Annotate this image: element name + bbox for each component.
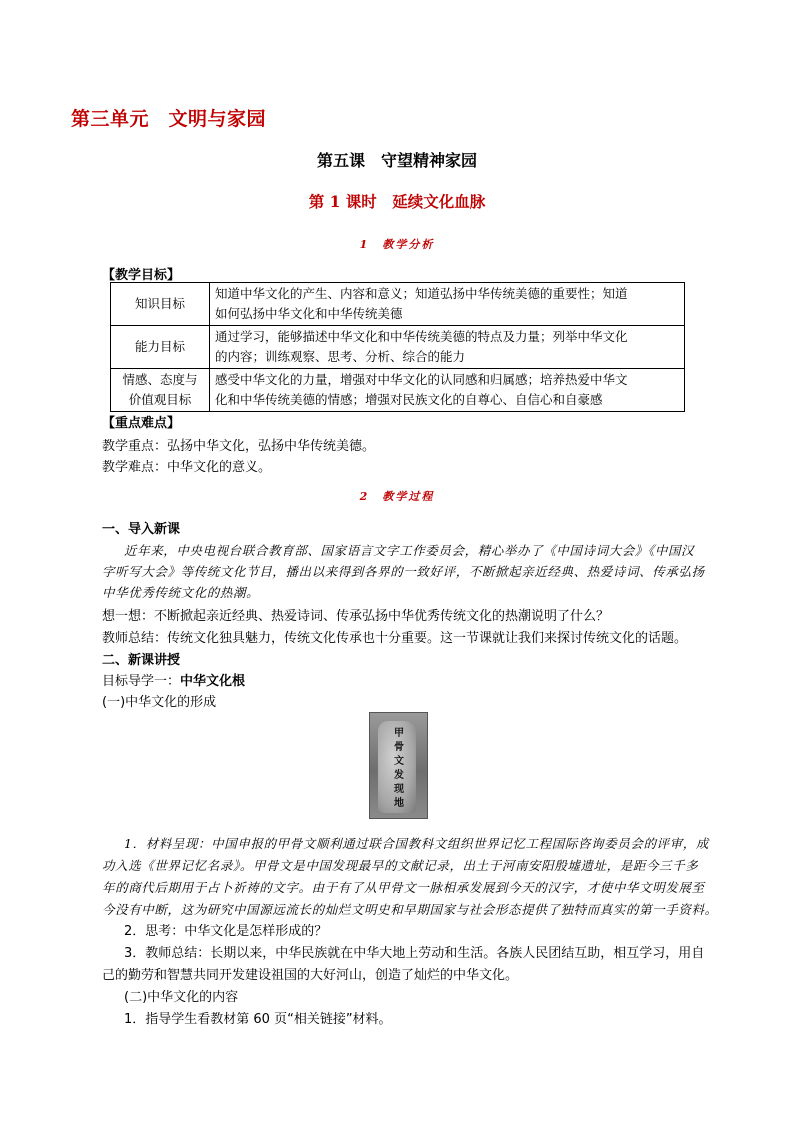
unit-title: 第三单元 文明与家园	[71, 108, 267, 130]
intro-paragraph-line: 近年来，中央电视台联合教育部、国家语言文字工作委员会，精心举办了《中国诗词大会》《中国汉	[124, 543, 695, 558]
new-lesson-heading: 二、新课讲授	[102, 653, 181, 668]
guide-prefix: 目标导学一：	[102, 674, 181, 689]
question-2: 2．思考：中华文化是怎样形成的？	[124, 924, 328, 939]
material-line: 功入选《世界记忆名录》。甲骨文是中国发现最早的文献记录，出土于河南安阳殷墟遗址，是距今三千多	[102, 858, 699, 873]
goal-text-cell: 感受中华文化的力量，增强对中华文化的认同感和归属感；培养热爱中华文 化和中华传统美德的情感；增强对民族文化的自尊心、自信心和自豪感	[210, 369, 685, 412]
goal-text-cell: 通过学习，能够描述中华文化和中华传统美德的特点及力量；列举中华文化 的内容；训练观察、思考、分析、综合的能力	[210, 326, 685, 369]
goal-text-cell: 知道中华文化的产生、内容和意义；知道弘扬中华传统美德的重要性；知道 如何弘扬中华文化和中华传统美德	[210, 283, 685, 326]
stone-inscription: 甲 骨 文 发 现 地	[394, 728, 404, 809]
lesson-title: 第五课 守望精神家园	[316, 151, 477, 170]
intro-paragraph-line: 字听写大会》等传统文化节目，播出以来得到各界的一致好评，不断掀起亲近经典、热爱诗词、传承弘扬	[102, 564, 705, 579]
material-line: 年的商代后期用于占卜祈祷的文字。由于有了从甲骨文一脉相承发展到今天的汉字，才使中华文明发展至	[102, 880, 705, 895]
goal-label-cell: 情感、态度与 价值观目标	[111, 369, 210, 412]
think-question: 想一想：不断掀起亲近经典、热爱诗词、传承弘扬中华优秀传统文化的热潮说明了什么？	[102, 609, 610, 624]
goal-label-cell: 知识目标	[111, 283, 210, 326]
goals-table	[110, 282, 685, 412]
guide-title: 中华文化根	[180, 674, 246, 689]
subsection-formation: (一)中华文化的形成	[102, 695, 217, 710]
table-row	[111, 369, 685, 412]
summary-3-line: 己的勤劳和智慧共同开发建设祖国的大好河山，创造了灿烂的中华文化。	[102, 968, 519, 983]
material-line: 今没有中断，这为研究中国源远流长的灿烂文明史和早期国家与社会形态提供了独特而真实的第一手资料。	[102, 902, 718, 917]
focus-text: 教学重点：弘扬中华文化，弘扬中华传统美德。	[102, 439, 376, 454]
material-line: 1．材料呈现：中国申报的甲骨文顺利通过联合国教科文组织世界记忆工程国际咨询委员会的评审，成	[124, 836, 709, 851]
goals-label: 【教学目标】	[102, 268, 181, 283]
oracle-bone-site-photo	[369, 712, 428, 819]
subsection-content: (二)中华文化的内容	[124, 990, 239, 1005]
period-title: 第 1 课时 延续文化血脉	[308, 192, 486, 211]
table-row	[111, 283, 685, 326]
section-teaching-process: 2 教学过程	[359, 490, 435, 503]
intro-heading: 一、导入新课	[102, 522, 181, 537]
goal-label-cell: 能力目标	[111, 326, 210, 369]
table-row	[111, 326, 685, 369]
guide-line	[102, 670, 245, 689]
section-teaching-analysis: 1 教学分析	[359, 238, 435, 251]
teacher-summary: 教师总结：传统文化独具魅力，传统文化传承也十分重要。这一节课就让我们来探讨传统文化的话题。	[102, 631, 688, 646]
key-points-label: 【重点难点】	[102, 416, 181, 431]
intro-paragraph-line: 中华优秀传统文化的热潮。	[102, 585, 260, 600]
summary-3-line: 3．教师总结：长期以来，中华民族就在中华大地上劳动和生活。各族人民团结互助，相互学习，用自	[124, 946, 705, 961]
difficulty-text: 教学难点：中华文化的意义。	[102, 460, 272, 475]
item-1: 1．指导学生看教材第 60 页“相关链接”材料。	[124, 1012, 392, 1027]
